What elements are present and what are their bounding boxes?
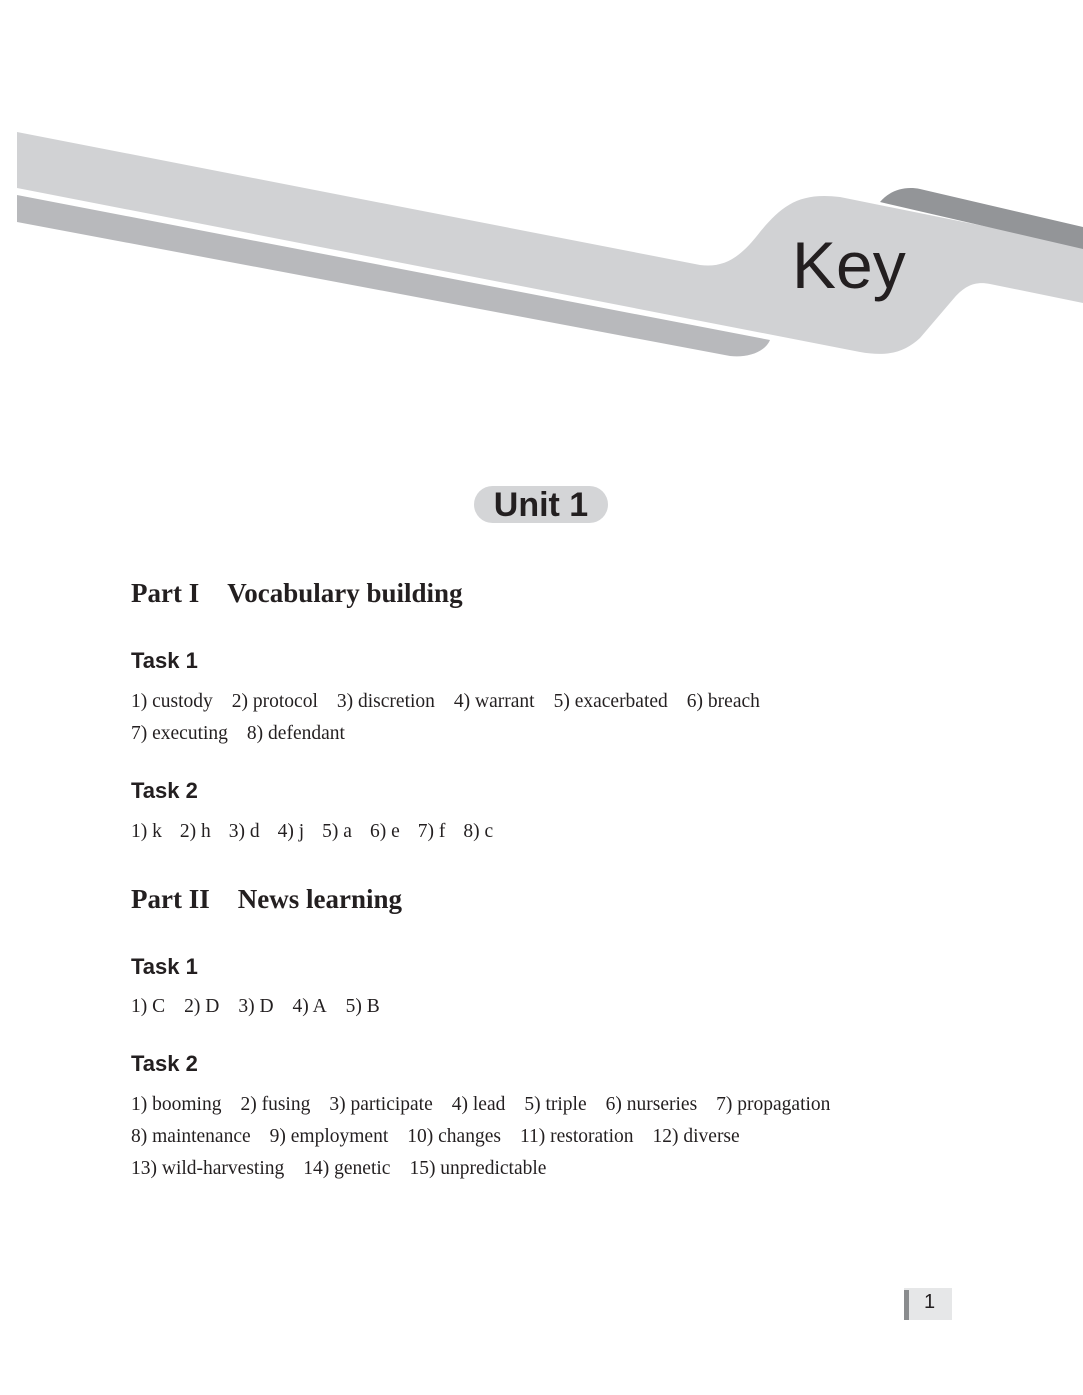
answer-item: 1) booming	[131, 1094, 222, 1115]
answer-line	[131, 1089, 849, 1121]
answer-item: 3) discretion	[336, 691, 435, 712]
answer-item: 5) triple	[524, 1094, 587, 1115]
answer-item: 7) executing	[131, 723, 228, 744]
part-2-title: News learning	[237, 884, 402, 914]
answer-item: 1) k	[131, 821, 162, 842]
answer-item: 4) warrant	[453, 691, 535, 712]
answer-item: 7) propagation	[716, 1094, 831, 1115]
part-2-task-1-heading: Task 1	[131, 954, 198, 979]
answer-line	[131, 1121, 849, 1153]
page-number: 1	[924, 1291, 936, 1313]
answer-line	[131, 718, 779, 750]
answer-item: 8) defendant	[246, 723, 345, 744]
answer-item: 6) e	[369, 821, 400, 842]
answer-line	[131, 816, 511, 848]
answer-item: 15) unpredictable	[409, 1158, 547, 1179]
part-2-task-2-heading: Task 2	[131, 1051, 198, 1076]
answer-item: 4) lead	[451, 1094, 506, 1115]
part-1-task-2-answers	[131, 816, 511, 848]
answer-item: 5) exacerbated	[553, 691, 668, 712]
answer-item: 1) C	[131, 996, 166, 1017]
part-2-task-2-answers	[131, 1089, 849, 1185]
answer-item: 3) participate	[329, 1094, 433, 1115]
answer-item: 2) protocol	[231, 691, 318, 712]
page-number-bar	[904, 1290, 909, 1320]
answer-item: 7) f	[417, 821, 446, 842]
answer-item: 2) fusing	[240, 1094, 311, 1115]
page-title: Key	[792, 228, 906, 302]
answer-item: 8) maintenance	[131, 1126, 251, 1147]
answer-item: 3) D	[238, 996, 274, 1017]
answer-item: 11) restoration	[519, 1126, 634, 1147]
answer-line	[131, 1153, 849, 1185]
answer-item: 5) a	[322, 821, 352, 842]
answer-item: 2) h	[179, 821, 211, 842]
part-1-task-1-heading: Task 1	[131, 648, 198, 673]
answer-item: 6) breach	[686, 691, 760, 712]
part-2-task-1-answers	[131, 991, 399, 1023]
part-2-number: Part II	[131, 884, 210, 914]
part-1-title: Vocabulary building	[227, 578, 463, 608]
part-1-task-2-heading: Task 2	[131, 778, 198, 803]
header-banner	[0, 0, 1083, 400]
answer-item: 4) j	[277, 821, 305, 842]
answer-item: 14) genetic	[303, 1158, 391, 1179]
page-number-box	[904, 1288, 952, 1320]
answer-item: 2) D	[184, 996, 220, 1017]
answer-item: 10) changes	[407, 1126, 501, 1147]
answer-item: 9) employment	[269, 1126, 389, 1147]
answer-item: 5) B	[345, 996, 380, 1017]
unit-badge: Unit 1	[474, 486, 608, 523]
answer-item: 4) A	[292, 996, 327, 1017]
part-1-task-1-answers	[131, 686, 779, 750]
answer-item: 6) nurseries	[605, 1094, 698, 1115]
answer-line	[131, 686, 779, 718]
answer-item: 13) wild-harvesting	[131, 1158, 285, 1179]
part-1-heading	[131, 578, 463, 609]
answer-item: 3) d	[228, 821, 260, 842]
answer-line	[131, 991, 399, 1023]
part-2-heading	[131, 884, 402, 915]
answer-item: 12) diverse	[652, 1126, 740, 1147]
answer-item: 8) c	[463, 821, 494, 842]
part-1-number: Part I	[131, 578, 200, 608]
answer-item: 1) custody	[131, 691, 213, 712]
